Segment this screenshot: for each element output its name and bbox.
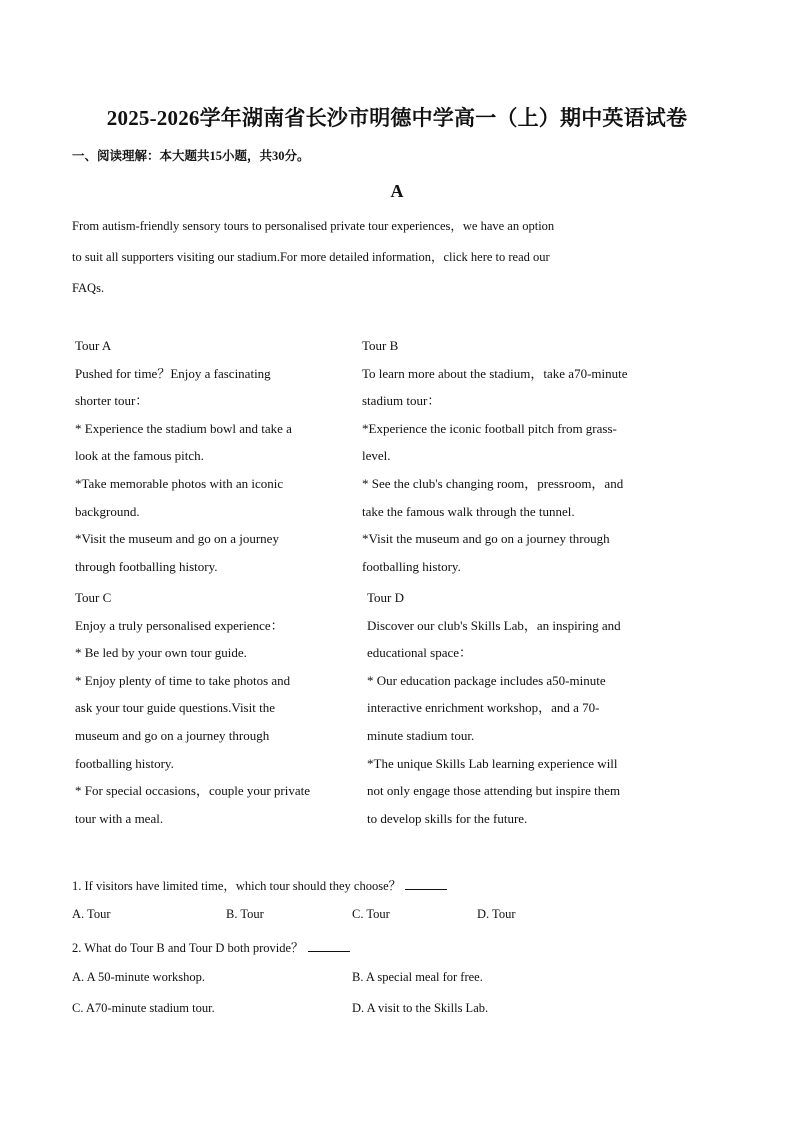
intro-line: FAQs. (72, 281, 105, 295)
question-1 (72, 876, 447, 894)
tour-line: * Our education package includes a50-minute (367, 672, 606, 688)
option-b[interactable]: B. Tour (226, 907, 264, 921)
tour-line: look at the famous pitch. (75, 448, 204, 464)
option-b[interactable]: B. A special meal for free. (352, 970, 483, 984)
tour-line: interactive enrichment workshop，and a 70- (367, 700, 600, 716)
question-2 (72, 938, 350, 956)
tour-line: *Visit the museum and go on a journey (75, 531, 279, 547)
tour-line: ask your tour guide questions.Visit the (75, 700, 275, 716)
tour-line: * Enjoy plenty of time to take photos and (75, 672, 291, 688)
tour-line: museum and go on a journey through (75, 727, 270, 743)
tour-line: *The unique Skills Lab learning experience will (367, 755, 618, 771)
tour-line: To learn more about the stadium，take a70-minute (362, 365, 628, 381)
tour-line: * Experience the stadium bowl and take a (75, 420, 292, 436)
tour-line: stadium tour： (362, 393, 441, 409)
answer-blank[interactable] (405, 877, 447, 890)
tour-line: Discover our club's Skills Lab，an inspiring and (367, 617, 621, 633)
option-a[interactable]: A. Tour (72, 907, 111, 921)
tour-line: *Take memorable photos with an iconic (75, 475, 284, 491)
answer-blank[interactable] (308, 939, 350, 952)
tour-line: *Visit the museum and go on a journey through (362, 531, 610, 547)
tour-line: background. (75, 503, 140, 519)
tour-c-block (75, 589, 363, 837)
section-heading: 一、阅读理解：本大题共15小题，共30分。 (72, 149, 310, 163)
passage-intro (72, 216, 632, 309)
question-stem: 2. What do Tour B and Tour D both provide？ (72, 941, 304, 955)
option-d[interactable]: D. A visit to the Skills Lab. (352, 1001, 489, 1015)
tour-heading: Tour D (367, 590, 405, 605)
intro-line: From autism-friendly sensory tours to personalised private tour experiences，we have an option (72, 219, 555, 233)
tour-line: level. (362, 448, 391, 464)
tour-line: minute stadium tour. (367, 727, 475, 743)
tour-line: footballing history. (362, 558, 461, 574)
option-c[interactable]: C. A70-minute stadium tour. (72, 1001, 215, 1015)
tour-a-block (75, 337, 363, 585)
exam-title: 2025-2026学年湖南省长沙市明德中学高一（上）期中英语试卷 (106, 106, 688, 130)
tour-heading: Tour C (75, 590, 112, 605)
tour-line: * For special occasions，couple your private (75, 783, 311, 799)
option-d[interactable]: D. Tour (477, 907, 516, 921)
question-stem: 1. If visitors have limited time，which tour should they choose？ (72, 879, 402, 893)
tour-line: educational space： (367, 645, 473, 661)
intro-line: to suit all supporters visiting our stadium.For more detailed information，click here to read our (72, 250, 550, 264)
tour-line: * See the club's changing room，pressroom，and (362, 475, 624, 491)
tour-line: Enjoy a truly personalised experience： (75, 617, 284, 633)
option-c[interactable]: C. Tour (352, 907, 390, 921)
tour-line: *Experience the iconic football pitch from grass- (362, 420, 617, 436)
tour-line: shorter tour： (75, 393, 149, 409)
tour-line: * Be led by your own tour guide. (75, 645, 247, 661)
tour-line: not only engage those attending but inspire them (367, 783, 621, 799)
tour-line: take the famous walk through the tunnel. (362, 503, 575, 519)
tour-line: through footballing history. (75, 558, 218, 574)
tour-line: Pushed for time？Enjoy a fascinating (75, 365, 271, 381)
tour-line: tour with a meal. (75, 810, 164, 826)
option-a[interactable]: A. A 50-minute workshop. (72, 970, 205, 984)
tour-b-block (362, 337, 650, 585)
tour-line: to develop skills for the future. (367, 810, 528, 826)
tour-heading: Tour B (362, 338, 399, 353)
tour-heading: Tour A (75, 338, 112, 353)
passage-label: A (390, 181, 404, 201)
tour-line: footballing history. (75, 755, 174, 771)
tour-d-block (367, 589, 655, 837)
